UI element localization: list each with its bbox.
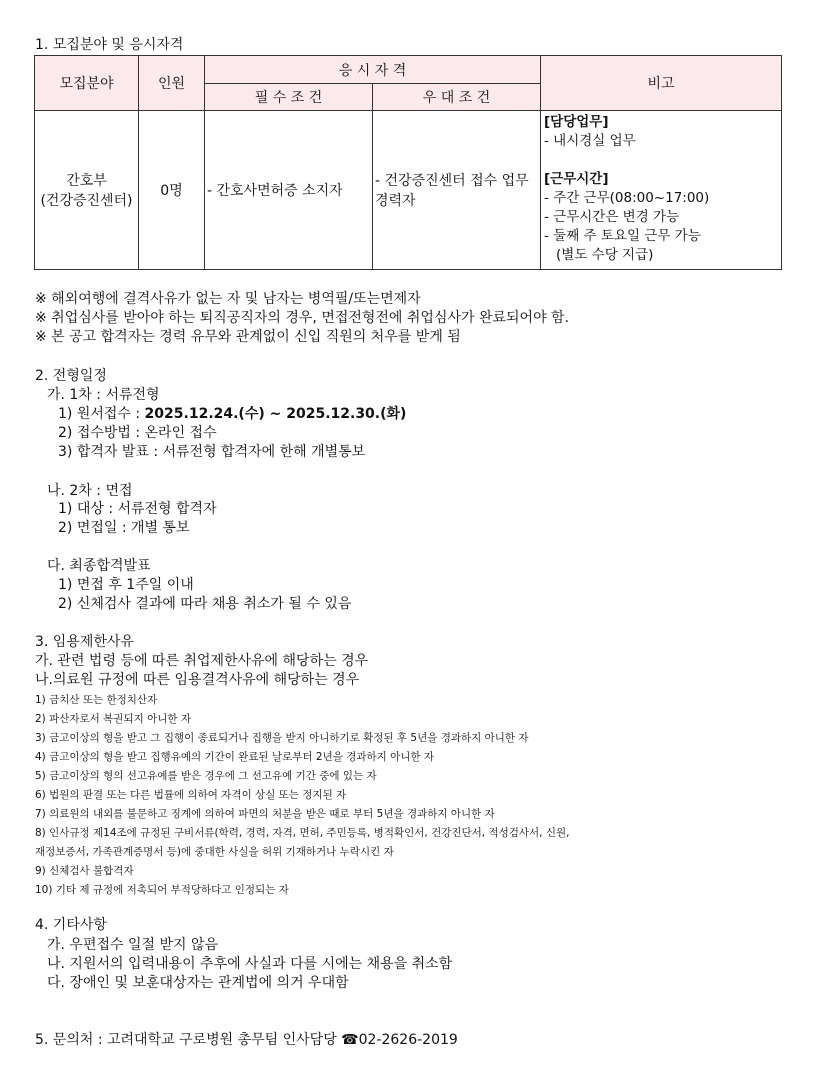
- restriction-1: 1) 금치산 또는 한정치산자: [35, 694, 158, 706]
- restriction-8: 8) 인사규정 제14조에 규정된 구비서류(학력, 경력, 자격, 면허, 주민등록, 병적확인서, 건강진단서, 적성검사서, 신원,: [35, 827, 570, 839]
- hours-item-2: - 근무시간은 변경 가능: [544, 209, 680, 225]
- note-3: ※ 본 공고 합격자는 경력 유무와 관계없이 신입 직원의 처우를 받게 됨: [35, 329, 461, 345]
- header-note: 비고: [541, 56, 782, 111]
- section-2-title: 2. 전형일정: [35, 368, 107, 384]
- restriction-3: 3) 금고이상의 형을 받고 그 집행이 종료되거나 집행을 받지 아니하기로 확정된 후 5년을 경과하지 아니한 자: [35, 732, 529, 744]
- field-name: 간호부: [66, 173, 107, 189]
- spacer: [544, 151, 781, 170]
- cell-required: - 간호사면허증 소지자: [205, 111, 373, 270]
- cell-field: [35, 111, 139, 270]
- recruitment-table: [34, 55, 782, 270]
- application-period: 2025.12.24.(수) ~ 2025.12.30.(화): [144, 406, 407, 422]
- application-label: 1) 원서접수 :: [58, 406, 145, 422]
- restriction-10: 10) 기타 제 규정에 저촉되어 부적당하다고 인정되는 자: [35, 884, 289, 896]
- sec4-item-c: 다. 장애인 및 보훈대상자는 관계법에 의거 우대함: [47, 975, 349, 991]
- sec2-item-c1: 1) 면접 후 1주일 이내: [58, 577, 194, 593]
- hours-item-3: - 둘째 주 토요일 근무 가능: [544, 228, 701, 244]
- header-count: 인원: [139, 56, 205, 111]
- preferred-line-1: - 건강증진센터 접수 업무: [375, 173, 529, 189]
- restriction-6: 6) 법원의 판결 또는 다른 법률에 의하여 자격이 상실 또는 정지된 자: [35, 789, 347, 801]
- sec2-item-a3: 3) 합격자 발표 : 서류전형 합격자에 한해 개별통보: [58, 444, 366, 460]
- section-3-title: 3. 임용제한사유: [35, 634, 134, 650]
- sec2-item-b1: 1) 대상 : 서류전형 합격자: [58, 501, 217, 517]
- field-dept: (건강증진센터): [40, 193, 133, 209]
- restriction-5: 5) 금고이상의 형의 선고유예를 받은 경우에 그 선고유예 기간 중에 있는 자: [35, 770, 377, 782]
- cell-preferred: [373, 111, 541, 270]
- section-4-title: 4. 기타사항: [35, 917, 107, 933]
- hours-title: [근무시간]: [544, 171, 609, 187]
- header-qualification: 응 시 자 격: [205, 56, 541, 84]
- sec2-item-b: 나. 2차 : 면접: [47, 483, 133, 499]
- restriction-7: 7) 의료원의 내외를 불문하고 징계에 의하여 파면의 처분을 받은 때로 부터 5년을 경과하지 아니한 자: [35, 808, 495, 820]
- sec4-item-a: 가. 우편접수 일절 받지 않음: [47, 937, 219, 953]
- header-field: 모집분야: [35, 56, 139, 111]
- sec2-item-a2: 2) 접수방법 : 온라인 접수: [58, 425, 217, 441]
- section-1-title: 1. 모집분야 및 응시자격: [35, 37, 184, 53]
- preferred-line-2: 경력자: [375, 193, 416, 209]
- sec2-item-c: 다. 최종합격발표: [47, 558, 151, 574]
- cell-note: [541, 111, 782, 270]
- restriction-2: 2) 파산자로서 복권되지 아니한 자: [35, 713, 191, 725]
- contact-info: 5. 문의처 : 고려대학교 구로병원 총무팀 인사담당 ☎02-2626-2019: [35, 1032, 458, 1048]
- sec2-item-a: 가. 1차 : 서류전형: [47, 387, 160, 403]
- restriction-9: 9) 신체검사 불합격자: [35, 865, 134, 877]
- hours-item-1: - 주간 근무(08:00~17:00): [544, 190, 710, 206]
- header-preferred: 우 대 조 건: [373, 84, 541, 111]
- sec2-item-c2: 2) 신체검사 결과에 따라 채용 취소가 될 수 있음: [58, 596, 352, 612]
- sec3-item-b: 나.의료원 규정에 따른 임용결격사유에 해당하는 경우: [35, 672, 360, 688]
- sec3-item-a: 가. 관련 법령 등에 따른 취업제한사유에 해당하는 경우: [35, 653, 369, 669]
- duty-item: - 내시경실 업무: [544, 133, 636, 149]
- sec2-item-b2: 2) 면접일 : 개별 통보: [58, 520, 190, 536]
- duty-title: [담당업무]: [544, 114, 609, 130]
- restriction-8-cont: 재정보증서, 가족관계증명서 등)에 중대한 사실을 허위 기재하거나 누락시킨 자: [35, 846, 394, 858]
- hours-item-4: (별도 수당 지급): [556, 247, 654, 263]
- cell-count: 0명: [139, 111, 205, 270]
- header-required: 필 수 조 건: [205, 84, 373, 111]
- sec4-item-b: 나. 지원서의 입력내용이 추후에 사실과 다를 시에는 채용을 취소함: [47, 956, 453, 972]
- restriction-4: 4) 금고이상의 형을 받고 집행유예의 기간이 완료된 날로부터 2년을 경과하지 아니한 자: [35, 751, 435, 763]
- sec2-item-a1: [58, 405, 406, 423]
- note-2: ※ 취업심사를 받아야 하는 퇴직공직자의 경우, 면접전형전에 취업심사가 완료되어야 함.: [35, 310, 570, 326]
- note-1: ※ 해외여행에 결격사유가 없는 자 및 남자는 병역필/또는면제자: [35, 291, 421, 307]
